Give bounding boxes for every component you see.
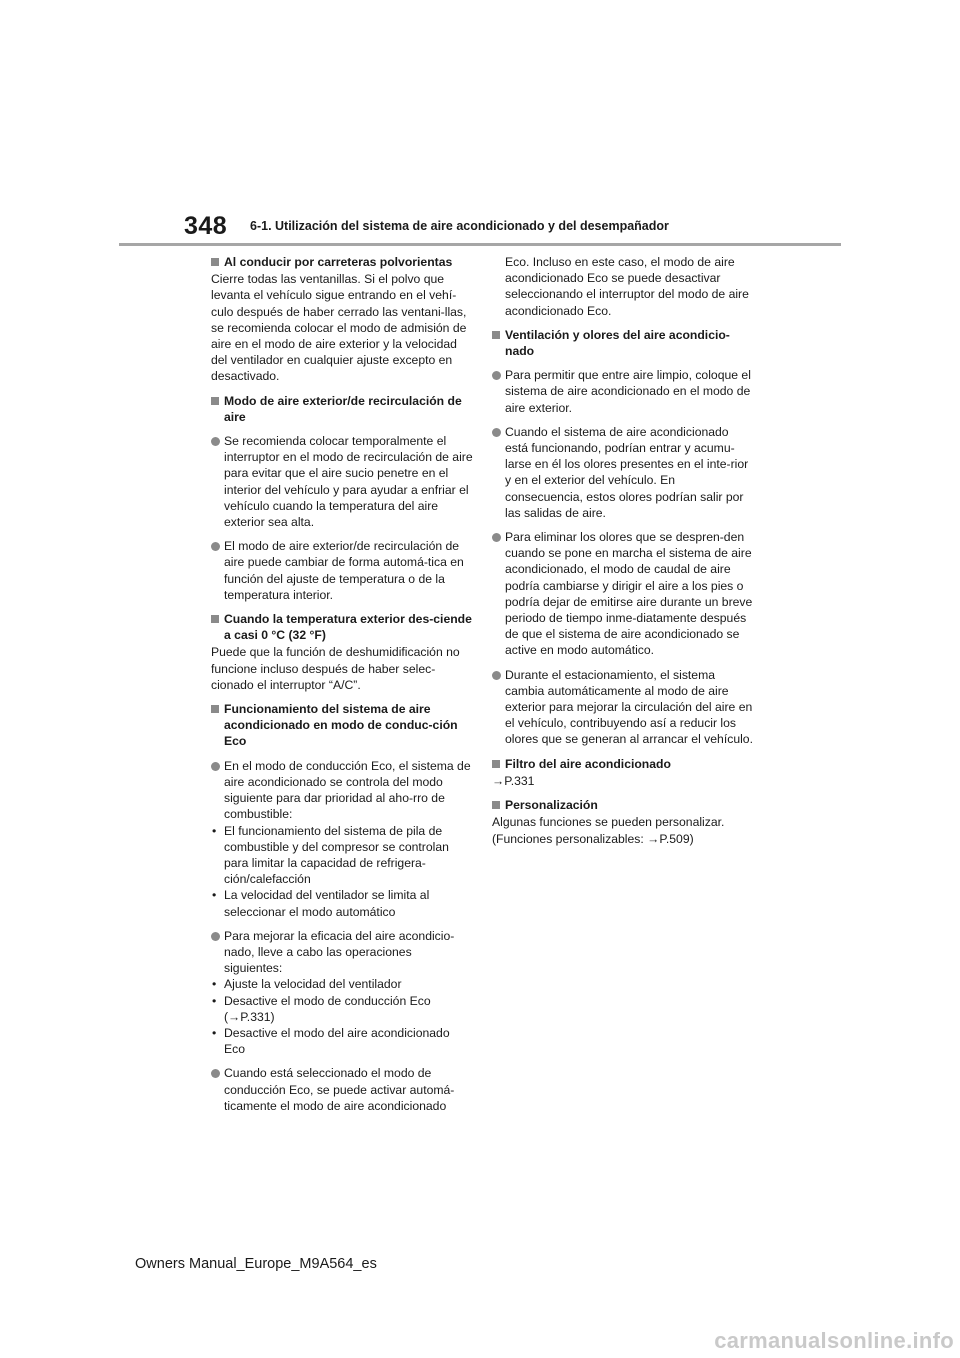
square-bullet-icon [211,258,219,266]
paragraph: Cierre todas las ventanillas. Si el polvo que levanta el vehículo sigue entrando en el vehí-culo después de haber cerrado las ventani-llas, se recomienda colocar el modo de admisión de aire en el modo de aire exterior y la velocidad del ventilador en cualquier ajuste excepto en desactivado. [211,272,467,384]
circle-bullet-icon [492,671,501,680]
sub-item: • Desactive el modo del aire acondicionado Eco [212,1025,450,1057]
bullet-item: Cuando está seleccionado el modo de conducción Eco, se puede activar automá-ticamente el modo de aire acondicionado [211,1065,473,1114]
bullet-item: En el modo de conducción Eco, el sistema de aire acondicionado se controla del modo siguiente para dar prioridad al aho-rro de combustible: [211,758,473,823]
sub-item: • La velocidad del ventilador se limita al seleccionar el modo automático [212,888,430,919]
section-heading: Cuando la temperatura exterior des-ciende a casi 0 °C (32 °F) [211,611,473,643]
left-column [211,254,473,1114]
bullet-item: Se recomienda colocar temporalmente el interruptor en el modo de recirculación de aire para evitar que el aire sucio penetre en el interior del vehículo y para ayudar a enfriar el vehículo cuando la temperatura del aire exterior sea alta. [211,433,473,530]
bullet-item: Cuando el sistema de aire acondicionado está funcionando, podrían entrar y acumu-larse en él los olores presentes en el inte-rior y en el exterior del vehículo. En consecuencia, estos olores podrían salir por las salidas de aire. [492,424,754,521]
section-heading: Al conducir por carreteras polvorientas [211,254,473,270]
bullet-continuation: Eco. Incluso en este caso, el modo de aire acondicionado Eco se puede desactivar seleccionando el interruptor del modo de aire acondicionado Eco. [505,255,749,318]
section-heading: Personalización [492,797,754,813]
circle-bullet-icon [211,1069,220,1078]
circle-bullet-icon [211,542,220,551]
section-heading: Modo de aire exterior/de recirculación de aire [211,393,473,425]
square-bullet-icon [492,801,500,809]
circle-bullet-icon [492,428,501,437]
bullet-item: Para eliminar los olores que se despren-den cuando se pone en marcha el sistema de aire acondicionado, el modo de caudal de aire podría cambiarse y dirigir el aire a los pies o podría dejar de emitirse aire durante un breve periodo de tiempo inme-diatamente después de que el sistema de aire acondicionado se active en modo automático. [492,529,754,659]
bullet-item: Durante el estacionamiento, el sistema cambia automáticamente al modo de aire exterior para mejorar la circulación del aire en el vehículo, contribuyendo así a reducir los olores que se generan al arrancar el vehículo. [492,667,754,748]
bullet-item: Para permitir que entre aire limpio, coloque el sistema de aire acondicionado en el modo de aire exterior. [492,367,754,416]
bullet-item: Para mejorar la eficacia del aire acondicio-nado, lleve a cabo las operaciones siguientes: [211,928,473,977]
sub-item: • Desactive el modo de conducción Eco (→P.331) [212,993,431,1024]
square-bullet-icon [492,760,500,768]
section-heading: Ventilación y olores del aire acondicio-nado [492,327,754,359]
section-heading: Filtro del aire acondicionado [492,756,754,772]
circle-bullet-icon [492,371,501,380]
square-bullet-icon [492,331,500,339]
circle-bullet-icon [492,533,501,542]
footer-text: Owners Manual_Europe_M9A564_es [135,1256,377,1272]
page-reference-link[interactable]: →P.331 [492,773,535,788]
right-column [492,254,754,847]
section-heading: Funcionamiento del sistema de aire acondicionado en modo de conduc-ción Eco [211,701,473,750]
circle-bullet-icon [211,932,220,941]
circle-bullet-icon [211,437,220,446]
paragraph: Puede que la función de deshumidificación no funcione incluso después de haber selec-cionado el interruptor “A/C”. [211,645,460,692]
page-number: 348 [184,212,228,240]
paragraph: Algunas funciones se pueden personalizar. (Funciones personalizables: →P.509) [492,815,725,846]
section-title: 6-1. Utilización del sistema de aire acondicionado y del desempañador [250,219,669,233]
header-rule [119,243,841,246]
square-bullet-icon [211,615,219,623]
watermark: carmanualsonline.info [714,1328,954,1353]
sub-item: • El funcionamiento del sistema de pila de combustible y del compresor se controlan para limitar la capacidad de refrigera-ción/calefacción [212,823,449,887]
bullet-item: El modo de aire exterior/de recirculación de aire puede cambiar de forma automá-tica en función del ajuste de temperatura o de la temperatura interior. [211,538,473,603]
square-bullet-icon [211,705,219,713]
sub-item: • Ajuste la velocidad del ventilador [212,977,402,992]
circle-bullet-icon [211,762,220,771]
square-bullet-icon [211,397,219,405]
